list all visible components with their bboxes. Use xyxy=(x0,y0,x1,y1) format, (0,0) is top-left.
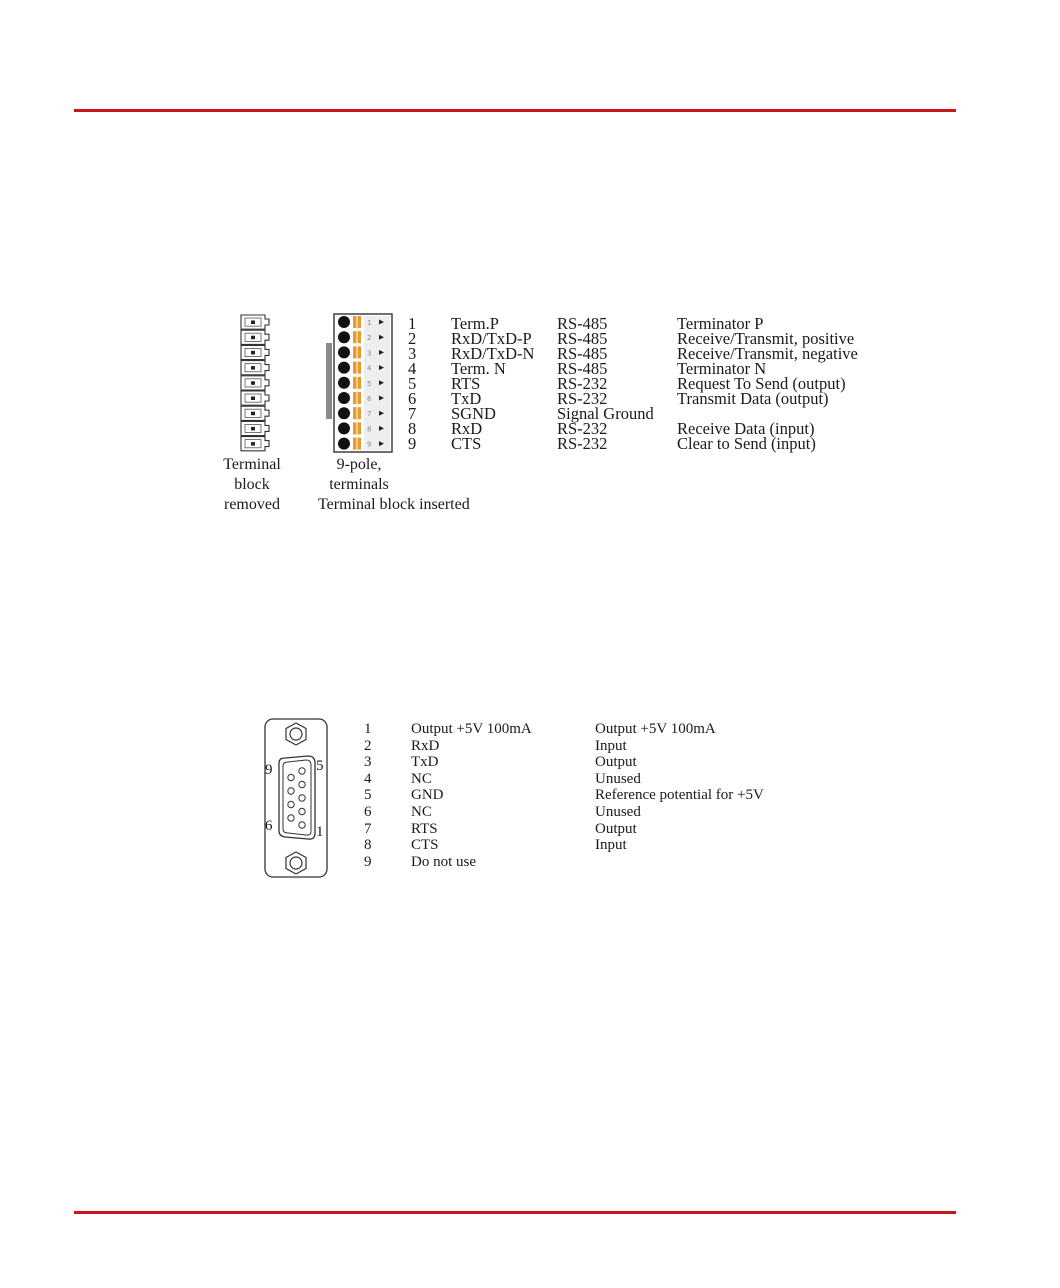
caption-line: removed xyxy=(224,496,280,513)
pin-description: Receive Data (input) xyxy=(677,419,815,438)
pin-signal: Term.P xyxy=(451,314,499,333)
terminal-number-label: 1 xyxy=(367,319,372,327)
pin-number: 9 xyxy=(408,434,417,453)
pin-signal: RxD xyxy=(411,737,440,754)
pin-row xyxy=(364,821,764,838)
pin-signal: RTS xyxy=(411,820,438,837)
dsub-pin-hole xyxy=(299,822,305,828)
removed-terminal-slot xyxy=(241,421,269,435)
dsub-pin-hole xyxy=(299,768,305,774)
pin-description xyxy=(595,854,764,871)
dsub-pin-table xyxy=(364,721,764,870)
pin-row xyxy=(364,804,764,821)
dsub-pin-hole xyxy=(288,788,294,794)
pin-signal: CTS xyxy=(411,837,439,854)
pin-row xyxy=(364,837,764,854)
mounting-nut-bottom xyxy=(286,852,306,874)
removed-terminal-slot xyxy=(241,391,269,405)
pin-signal: Do not use xyxy=(411,853,476,870)
pin-number: 4 xyxy=(408,359,417,378)
removed-terminal-slot xyxy=(241,345,269,359)
header-rule xyxy=(74,109,956,112)
pin-row xyxy=(364,738,764,755)
terminal-number-label: 6 xyxy=(367,395,372,403)
removed-terminal-slot xyxy=(241,361,269,375)
pin-description: Terminator P xyxy=(677,314,764,333)
pin-description: Output xyxy=(595,754,637,771)
pin-standard: RS-232 xyxy=(557,434,608,453)
pin-signal: CTS xyxy=(451,434,482,453)
pin-row xyxy=(408,436,858,451)
pin-number: 7 xyxy=(364,820,372,837)
caption-line: 9-pole, xyxy=(336,456,382,473)
pin-number: 8 xyxy=(408,419,417,438)
pin-description: Output +5V 100mA xyxy=(595,721,716,737)
pin-description: Receive/Transmit, positive xyxy=(677,329,855,348)
pin-signal: RTS xyxy=(451,374,481,393)
pin-row xyxy=(364,771,764,788)
pin-number: 2 xyxy=(408,329,417,348)
pin-description: Terminator N xyxy=(677,359,767,378)
pin-number: 6 xyxy=(408,389,417,408)
dsub-pin-hole xyxy=(288,801,294,807)
pin-description: Unused xyxy=(595,770,641,787)
pin-signal: NC xyxy=(411,803,432,820)
terminal-number-label: 9 xyxy=(367,440,372,449)
pin-signal: Output +5V 100mA xyxy=(411,721,532,737)
caption-line: block xyxy=(234,476,270,493)
pin-description: Reference potential for +5V xyxy=(595,787,764,804)
pin-standard: RS-485 xyxy=(557,329,608,348)
terminal-number-label: 7 xyxy=(367,410,372,419)
terminal-number-label: 5 xyxy=(367,379,372,388)
terminal-number-label: 4 xyxy=(367,364,372,373)
terminal-number-label: 2 xyxy=(367,334,372,343)
dsub-pin-hole xyxy=(299,808,305,814)
pin-number: 7 xyxy=(408,404,417,423)
pin-description: Clear to Send (input) xyxy=(677,434,816,453)
pin-description: Input xyxy=(595,737,627,754)
pin-signal: SGND xyxy=(451,404,496,423)
pin-number: 5 xyxy=(364,787,372,804)
terminal-pin-table xyxy=(408,316,858,451)
pin-standard: RS-232 xyxy=(557,389,608,408)
dsub-pin-hole xyxy=(288,815,294,821)
pin-signal: RxD/TxD-N xyxy=(451,344,535,363)
dsub-connector-drawing xyxy=(264,718,334,878)
terminal-block-removed-drawing xyxy=(238,313,278,455)
dsub-label-bottom-left: 6 xyxy=(265,818,273,834)
dsub-connector-figure xyxy=(258,712,798,884)
removed-terminal-slot xyxy=(241,406,269,420)
pin-description: Transmit Data (output) xyxy=(677,389,829,408)
pin-number: 3 xyxy=(408,344,417,363)
pin-standard: RS-232 xyxy=(557,419,608,438)
mounting-nut-top xyxy=(286,723,306,745)
removed-terminal-slot xyxy=(241,330,269,344)
pin-description: Input xyxy=(595,837,627,854)
pin-signal: GND xyxy=(411,787,444,804)
pin-signal: NC xyxy=(411,770,432,787)
pin-description: Request To Send (output) xyxy=(677,374,846,393)
pin-number: 1 xyxy=(364,721,372,737)
pin-signal: RxD xyxy=(451,419,483,438)
pin-number: 9 xyxy=(364,853,372,870)
dsub-pin-hole xyxy=(299,795,305,801)
removed-terminal-slot xyxy=(241,437,269,451)
footer-rule xyxy=(74,1211,956,1214)
terminal-block-figure xyxy=(210,305,890,525)
dsub-pin-hole xyxy=(299,781,305,787)
pin-row xyxy=(364,854,764,871)
terminal-block-inserted-drawing xyxy=(324,313,394,455)
housing-side-bar xyxy=(326,343,332,419)
terminal-number-label: 3 xyxy=(367,349,372,358)
pin-number: 1 xyxy=(408,314,417,333)
dsub-label-top-left: 9 xyxy=(265,762,273,778)
caption-9-pole-terminals xyxy=(314,455,404,495)
pin-row xyxy=(364,754,764,771)
pin-description: Unused xyxy=(595,803,641,820)
dsub-label-top-right: 5 xyxy=(316,758,324,774)
terminal-number-label: 8 xyxy=(367,425,372,434)
pin-description: Output xyxy=(595,820,637,837)
removed-terminal-slot xyxy=(241,315,269,329)
dsub-pin-hole xyxy=(288,774,294,780)
pin-number: 4 xyxy=(364,770,372,787)
pin-number: 3 xyxy=(364,754,372,771)
pin-standard: Signal Ground xyxy=(557,404,654,423)
pin-number: 5 xyxy=(408,374,417,393)
caption-line: Terminal xyxy=(223,456,281,473)
pin-number: 2 xyxy=(364,737,372,754)
pin-number: 8 xyxy=(364,837,372,854)
pin-signal: TxD xyxy=(411,754,439,771)
removed-terminal-slot xyxy=(241,376,269,390)
pin-signal: TxD xyxy=(451,389,482,408)
pin-description: Receive/Transmit, negative xyxy=(677,344,858,363)
caption-line: terminals xyxy=(329,476,389,493)
caption-terminal-block-removed xyxy=(210,455,294,515)
pin-standard: RS-232 xyxy=(557,374,608,393)
caption-terminal-block-inserted: Terminal block inserted xyxy=(318,496,470,513)
pin-standard: RS-485 xyxy=(557,314,608,333)
pin-signal: Term. N xyxy=(451,359,506,378)
dsub-label-bottom-right: 1 xyxy=(316,824,324,840)
pin-row xyxy=(364,787,764,804)
pin-standard: RS-485 xyxy=(557,359,608,378)
pin-standard: RS-485 xyxy=(557,344,608,363)
dsub-shell-inner xyxy=(283,760,311,835)
pin-signal: RxD/TxD-P xyxy=(451,329,532,348)
pin-number: 6 xyxy=(364,803,372,820)
pin-row xyxy=(364,721,764,738)
